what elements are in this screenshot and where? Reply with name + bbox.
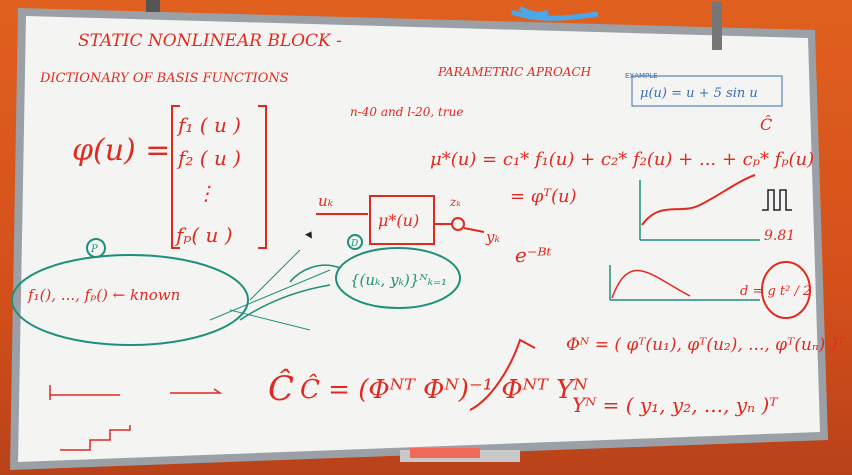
block-label: μ*(u) bbox=[378, 211, 420, 230]
mark-d: D bbox=[351, 239, 359, 249]
block-input: uₖ bbox=[318, 192, 334, 210]
estimator: Ĉ = (Φᴺᵀ Φᴺ)⁻¹ Φᴺᵀ Yᴺ bbox=[300, 375, 588, 405]
title-line1b: PARAMETRIC APROACH bbox=[438, 65, 592, 79]
phi-label: φ(u) = bbox=[72, 133, 171, 168]
known-text: f₁(), ..., fₚ() ← known bbox=[28, 286, 181, 304]
example-label: EXAMPLE bbox=[625, 72, 658, 80]
blue-marker-scribble bbox=[512, 8, 598, 18]
exp-term: e⁻ᴮᵗ bbox=[515, 243, 552, 267]
mu-equation: μ*(u) = c₁* f₁(u) + c₂* f₂(u) + ... + cₚ* fₚ(u) bbox=[430, 149, 815, 170]
d-formula: d = g t² / 2 bbox=[740, 284, 812, 299]
y-definition: Yᴺ = ( y₁, y₂, ..., yₙ )ᵀ bbox=[572, 393, 778, 417]
board-clip bbox=[146, 0, 160, 12]
example-eq: μ(u) = u + 5 sin u bbox=[640, 86, 758, 101]
data-set: {(uₖ, yₖ)}ᴺₖ₌₁ bbox=[350, 271, 448, 289]
c-hat: Ĉ bbox=[268, 369, 295, 409]
mu-equation-2: = φᵀ(u) bbox=[510, 186, 577, 207]
g-value: 9.81 bbox=[764, 228, 796, 244]
note-top: n-40 and l-20, true bbox=[350, 105, 464, 119]
board-clip bbox=[712, 2, 722, 50]
phi-entry-p: fₚ( u ) bbox=[176, 223, 233, 247]
mark-p: P bbox=[91, 244, 98, 255]
block-output: yₖ bbox=[486, 228, 500, 246]
phi-entry-1: f₁ ( u ) bbox=[178, 113, 241, 137]
title-line1: STATIC NONLINEAR BLOCK - bbox=[78, 31, 342, 51]
phi-entry-2: f₂ ( u ) bbox=[178, 146, 241, 170]
block-noise: zₖ bbox=[450, 195, 461, 209]
red-marker bbox=[410, 448, 480, 458]
c2-hat: Ĉ bbox=[760, 115, 773, 134]
phi-entry-dots: ⋮ bbox=[196, 181, 216, 205]
phi-definition: Φᴺ = ( φᵀ(u₁), φᵀ(u₂), ..., φᵀ(uₙ) )ᵀ bbox=[566, 335, 845, 355]
title-line2: DICTIONARY OF BASIS FUNCTIONS bbox=[40, 71, 289, 86]
